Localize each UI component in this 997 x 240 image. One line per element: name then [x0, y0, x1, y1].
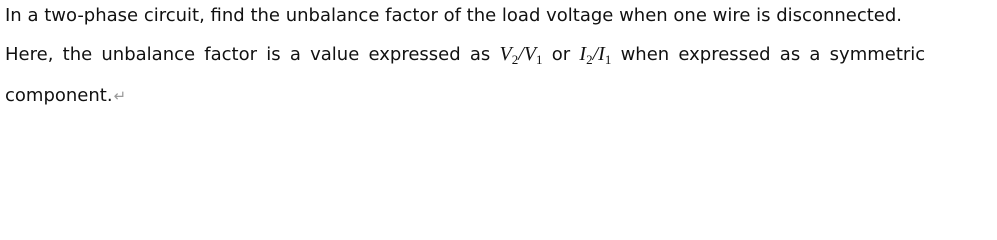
problem-line-3 — [5, 85, 126, 107]
or-text: or — [551, 44, 571, 65]
line2-text-before: Here, the unbalance factor is a value expressed as — [5, 44, 491, 65]
paragraph-mark-icon: ↵ — [113, 87, 127, 105]
line2-text-after: when expressed as a symmetric — [620, 44, 926, 65]
line3-text: component. — [5, 85, 113, 106]
problem-line-2 — [5, 43, 925, 66]
problem-line-1: In a two-phase circuit, find the unbalance factor of the load voltage when one wire is disconnected. — [5, 5, 903, 26]
voltage-ratio: $V_2/V_1$ — [499, 43, 543, 67]
current-ratio: $I_2/I_1$ — [579, 43, 612, 67]
